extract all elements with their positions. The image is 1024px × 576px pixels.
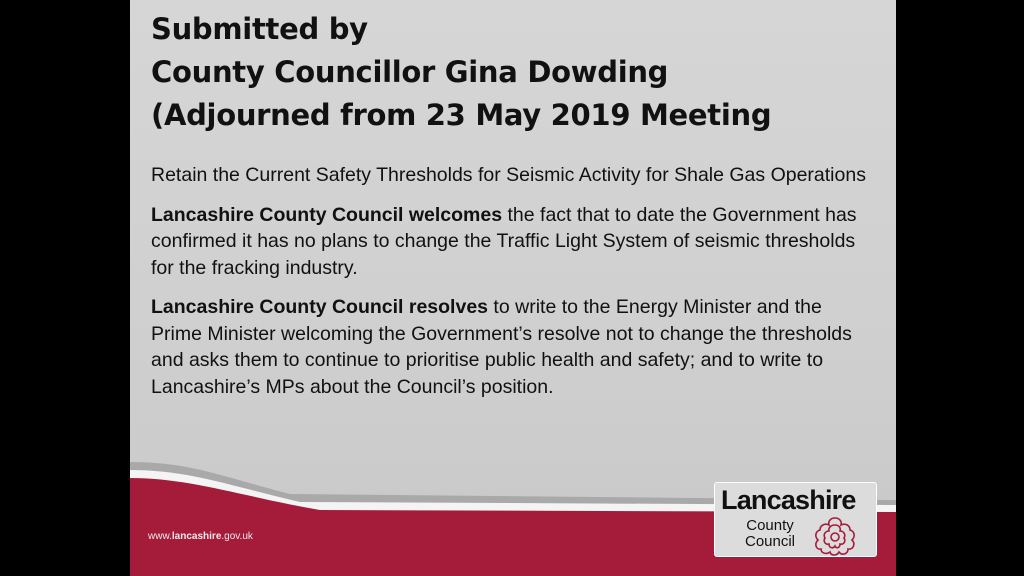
website-link[interactable] — [148, 531, 253, 542]
title-line-3: (Adjourned from 23 May 2019 Meeting — [151, 98, 772, 132]
motion-intro: Retain the Current Safety Thresholds for Seismic Activity for Shale Gas Operations — [151, 164, 866, 186]
title-line-1: Submitted by — [151, 12, 368, 46]
slide-title — [151, 8, 771, 137]
logo-subtitle — [739, 518, 801, 550]
title-line-2: County Councillor Gina Dowding — [151, 55, 669, 89]
url-prefix: www. — [148, 531, 172, 542]
paragraph-resolves-text: to write to the Energy Minister and the Prime Minister welcoming the Government’s resolve not to change the thresholds and asks them to continue to prioritise public health and safety; and to write to Lancashire’s MPs about the Council’s position. — [151, 296, 852, 398]
red-rose-icon — [813, 516, 857, 556]
motion-body — [151, 162, 871, 413]
url-domain: lancashire — [171, 531, 222, 542]
paragraph-resolves-lead: Lancashire County Council resolves — [151, 296, 489, 318]
url-suffix: .gov.uk — [221, 531, 253, 542]
motion-paragraph-welcomes — [151, 202, 871, 282]
motion-paragraph-resolves — [151, 294, 871, 400]
council-logo — [714, 482, 877, 557]
logo-name: Lancashire — [721, 485, 856, 515]
logo-sub-council: Council — [744, 533, 796, 550]
slide — [130, 0, 896, 576]
paragraph-welcomes-lead: Lancashire County Council welcomes — [151, 203, 503, 226]
logo-sub-county: County — [746, 517, 794, 534]
paragraph-welcomes-text: the fact that to date the Government has confirmed it has no plans to change the Traffic Light System of seismic thresholds for the fracking industry. — [151, 203, 857, 279]
